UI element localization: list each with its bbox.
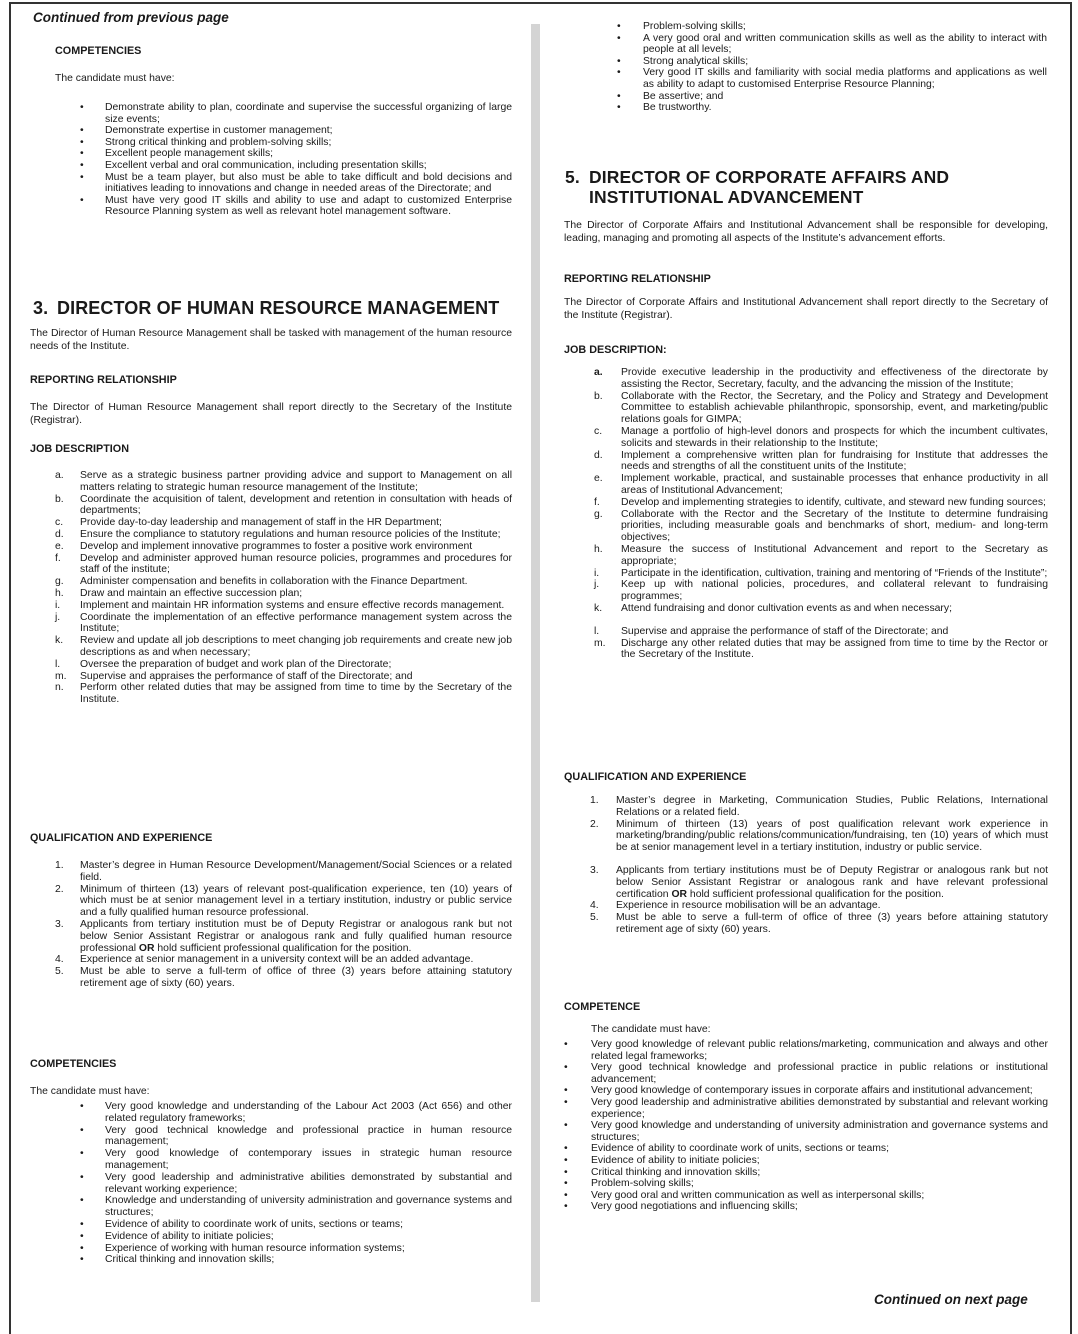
list-item-text: Implement workable, practical, and sustainable processes that enhance productivity in all areas of Institutional Advancement;	[621, 473, 1048, 496]
list-item	[55, 612, 512, 636]
list-item-text: Provide day-to-day leadership and management of staff in the HR Department;	[80, 517, 442, 529]
section-5-comp-heading: COMPETENCE	[564, 1001, 641, 1013]
list-item-text: Develop and implementing strategies to identify, cultivate, and steward new funding sources;	[621, 496, 1046, 508]
list-marker: m.	[55, 670, 67, 682]
list-item	[564, 1120, 1048, 1143]
list-item	[55, 659, 512, 671]
bullet-icon: •	[80, 1101, 84, 1112]
list-item-text: Master’s degree in Marketing, Communication Studies, Public Relations, International Relations or a related field.	[616, 795, 1048, 818]
list-item-text: Knowledge and understanding of university administration and governance systems and structures;	[105, 1195, 512, 1219]
list-marker: b.	[55, 493, 64, 505]
list-item	[590, 819, 1048, 854]
section-5-title-line1: DIRECTOR OF CORPORATE AFFAIRS AND	[589, 167, 950, 187]
list-marker: 4.	[55, 954, 64, 966]
list-item-text: Very good knowledge of contemporary issues in corporate affairs and institutional advancement;	[591, 1085, 1033, 1097]
list-item-text: Discharge any other related duties that may be assigned from time to time by the Rector or the Secretary of the Institute.	[621, 637, 1048, 661]
list-marker: f.	[594, 496, 600, 508]
list-item	[594, 544, 1048, 568]
list-marker: e.	[594, 473, 603, 485]
list-item	[55, 576, 512, 588]
list-item	[564, 1097, 1048, 1120]
list-item-text: Administer compensation and benefits in collaboration with the Finance Department.	[80, 576, 468, 588]
list-item	[594, 497, 1048, 509]
list-item	[55, 635, 512, 659]
section-3-job-heading: JOB DESCRIPTION	[30, 443, 129, 455]
list-item	[564, 1143, 1048, 1155]
bold-or: OR	[138, 942, 155, 954]
list-item-text: Minimum of thirteen (13) years of post qualification relevant work experience in marketing/branding/public relations/communication/fundraising, ten (10) years of which must be at senior management level in a tertiary institution, industry or public service.	[616, 818, 1048, 854]
list-marker: g.	[594, 508, 603, 520]
list-item-text: Strong critical thinking and problem-solving skills;	[105, 136, 332, 148]
list-item-text: Problem-solving skills;	[591, 1178, 694, 1190]
list-item	[80, 1101, 512, 1125]
list-item-text: Very good oral and written communication as well as interpersonal skills;	[591, 1189, 925, 1201]
bullet-icon: •	[80, 148, 84, 160]
section-3-reporting-heading: REPORTING RELATIONSHIP	[30, 374, 177, 386]
list-item	[594, 626, 1048, 638]
list-marker: l.	[594, 625, 600, 637]
list-item	[594, 426, 1048, 450]
list-item-text: Strong analytical skills;	[643, 55, 749, 67]
list-item	[80, 1125, 512, 1149]
list-item-text: Must have very good IT skills and ability to use and adapt to customized Enterprise Resource Planning system as well as relevant hotel management software.	[105, 194, 512, 218]
list-item-text: Collaborate with the Rector and the Secretary of the Institute to determine fundraising priorities, including measurable goals and benchmarks of short, medium- and long-term objectives;	[621, 508, 1048, 544]
bullet-icon: •	[80, 171, 84, 183]
list-marker: l.	[55, 658, 61, 670]
list-item-text: Very good knowledge of relevant public relations/marketing, communication and always and other related legal frameworks;	[591, 1039, 1048, 1062]
list-item-text: Very good technical knowledge and professional practice in public relations or institutional advancement;	[591, 1062, 1048, 1085]
bullet-icon: •	[80, 125, 84, 137]
list-marker: j.	[594, 579, 600, 591]
list-item	[80, 1254, 512, 1266]
list-item-text: Be assertive; and	[643, 90, 724, 102]
competencies-intro: The candidate must have:	[55, 73, 175, 84]
list-item	[55, 954, 512, 966]
bullet-icon: •	[80, 102, 84, 113]
list-item	[617, 91, 1047, 103]
list-item	[55, 600, 512, 612]
list-item-text	[616, 865, 1048, 900]
list-marker: 4.	[590, 900, 599, 912]
list-item-text: Experience of working with human resource information systems;	[105, 1242, 405, 1254]
list-item-text: Oversee the preparation of budget and work plan of the Directorate;	[80, 658, 392, 670]
competencies-list	[80, 102, 512, 218]
list-item-text: Critical thinking and innovation skills;	[105, 1254, 275, 1266]
bullet-icon: •	[80, 194, 84, 206]
section-5-qual-list	[590, 795, 1048, 936]
list-item-text: Perform other related duties that may be assigned from time to time by the Secretary of the Institute.	[80, 682, 512, 706]
list-item	[594, 473, 1048, 497]
list-item-text: Excellent people management skills;	[105, 148, 274, 160]
section-3-comp-list	[80, 1101, 512, 1266]
bullet-icon: •	[564, 1039, 568, 1050]
list-item-text: Demonstrate ability to plan, coordinate and supervise the successful organizing of large size events;	[105, 102, 512, 125]
list-item	[590, 900, 1048, 912]
list-item-text: Supervise and appraises the performance of staff of the Directorate; and	[80, 670, 413, 682]
list-marker: 3.	[55, 918, 64, 930]
bullet-icon: •	[564, 1085, 568, 1097]
list-item	[55, 553, 512, 577]
list-item-text: Manage a portfolio of high-level donors and prospects for which the incumbent cultivates, solicits and stewards in their relationship to the Institute;	[621, 425, 1048, 449]
section-5-qual-heading: QUALIFICATION AND EXPERIENCE	[564, 771, 747, 783]
list-item-text: Master’s degree in Human Resource Development/Management/Social Sciences or a related field.	[80, 860, 512, 883]
list-item-text: Excellent verbal and oral communication, including presentation skills;	[105, 159, 427, 171]
list-item	[55, 966, 512, 990]
list-item-text: Be trustworthy.	[643, 102, 712, 114]
list-item	[594, 638, 1048, 662]
bullet-icon: •	[617, 102, 621, 114]
list-item	[80, 172, 512, 195]
section-5-job-heading: JOB DESCRIPTION:	[564, 344, 667, 356]
list-marker: 5.	[590, 912, 599, 924]
bullet-icon: •	[80, 1242, 84, 1254]
list-item-text: Draw and maintain an effective succession plan;	[80, 587, 303, 599]
section-3-title	[33, 298, 499, 318]
list-marker: c.	[594, 425, 603, 437]
list-item-text: Very good knowledge of contemporary issues in strategic human resource management;	[105, 1148, 512, 1171]
list-item	[55, 470, 512, 494]
bullet-icon: •	[564, 1201, 568, 1213]
section-5-number: 5.	[565, 167, 580, 187]
list-marker: h.	[594, 543, 603, 555]
list-item	[55, 682, 512, 706]
list-item-text: Coordinate the acquisition of talent, development and retention in consultation with heads of departments;	[80, 493, 512, 517]
list-item-text: Demonstrate expertise in customer management;	[105, 125, 333, 137]
bold-or: OR	[671, 888, 688, 900]
list-item-text: Experience at senior management in a university context will be an added advantage.	[80, 954, 474, 966]
list-item-text: Very good knowledge and understanding of university administration and governance systems and structures;	[591, 1120, 1048, 1143]
list-item-text: Implement a comprehensive written plan for fundraising for Institute that addresses the needs and strengths of all the constituent units of the Institute;	[621, 449, 1048, 473]
prev-competencies-list	[617, 21, 1047, 114]
bullet-icon: •	[617, 55, 621, 67]
list-item	[80, 1195, 512, 1219]
list-marker: 2.	[55, 883, 64, 895]
list-marker: a.	[594, 367, 603, 378]
list-item	[55, 494, 512, 518]
section-3-intro: The Director of Human Resource Management shall be tasked with management of the human resource needs of the Institute.	[30, 328, 512, 352]
section-5-reporting-text: The Director of Corporate Affairs and Institutional Advancement shall report directly to the Secretary of the Institute (Registrar).	[564, 297, 1048, 321]
column-divider	[531, 24, 540, 1302]
list-item	[617, 56, 1047, 68]
list-item-text: Review and update all job descriptions to meet changing job requirements and create new job descriptions as and when necessary;	[80, 635, 512, 658]
list-item-text: Experience in resource mobilisation will be an advantage.	[616, 900, 881, 912]
competencies-heading: COMPETENCIES	[55, 45, 142, 57]
list-item	[80, 1172, 512, 1196]
list-marker: 1.	[55, 860, 64, 871]
text-segment: hold sufficient professional qualification for the position.	[154, 942, 412, 954]
list-item	[80, 102, 512, 125]
list-item	[55, 919, 512, 954]
list-item	[80, 137, 512, 149]
list-item-text: Problem-solving skills;	[643, 21, 746, 32]
list-item	[55, 529, 512, 541]
list-marker: n.	[55, 682, 64, 694]
bullet-icon: •	[80, 1171, 84, 1183]
text-segment: Applicants from tertiary institution must be of Deputy Registrar or analogous rank but not below Senior Assistant Registrar or analogous rank and fully qualified human resource professional	[80, 918, 512, 954]
list-item	[564, 1155, 1048, 1167]
list-item-text: Measure the success of Institutional Advancement and report to the Secretary as appropriate;	[621, 543, 1048, 567]
list-item-text: Minimum of thirteen (13) years of relevant post-qualification experience, ten (10) years of which must be at senior management level in a tertiary institution, industry or public service and a fully qualified human resource professional.	[80, 883, 512, 919]
list-item-text: A very good oral and written communication skills as well as the ability to interact with people at all levels;	[643, 32, 1047, 56]
bullet-icon: •	[564, 1096, 568, 1108]
list-item	[564, 1167, 1048, 1179]
list-item	[80, 1231, 512, 1243]
list-item-text: Collaborate with the Rector, the Secretary, and the Policy and Strategy and Development Committee to establish achievable philanthropic, sponsorship, event, and marketing/public relations goals for GIMPA;	[621, 390, 1048, 426]
list-item-text: Participate in the identification, cultivation, training and mentoring of “Friends of the Institute”;	[621, 567, 1048, 579]
list-marker: 2.	[590, 818, 599, 830]
list-marker: k.	[594, 602, 603, 614]
list-marker: 5.	[55, 966, 64, 978]
list-item	[594, 603, 1048, 615]
section-5-comp-intro: The candidate must have:	[591, 1024, 711, 1035]
bullet-icon: •	[564, 1120, 568, 1132]
bullet-icon: •	[80, 1230, 84, 1242]
list-item-text: Ensure the compliance to statutory regulations and human resource policies of the Institute;	[80, 528, 501, 540]
list-item	[564, 1062, 1048, 1085]
list-item-text: Very good technical knowledge and professional practice in human resource management;	[105, 1124, 512, 1148]
text-segment: Applicants from tertiary institutions must be of Deputy Registrar or analogous rank but not below Senior Assistant Registrar or analogous rank and have relevant professional certification	[616, 864, 1048, 900]
bullet-icon: •	[564, 1062, 568, 1074]
list-item-text	[80, 919, 512, 954]
list-item-text: Supervise and appraise the performance of staff of the Directorate; and	[621, 625, 949, 637]
list-marker: e.	[55, 540, 64, 552]
list-item	[564, 1201, 1048, 1213]
list-item	[564, 1190, 1048, 1202]
list-item	[594, 450, 1048, 474]
text-segment: hold sufficient professional qualification for the position.	[687, 888, 944, 900]
list-item-text: Coordinate the implementation of an effective performance management system across the Institute;	[80, 611, 512, 635]
list-item-text: Very good leadership and administrative abilities demonstrated by substantial and relevant working experience;	[591, 1096, 1048, 1120]
list-marker: m.	[594, 637, 606, 649]
list-item	[564, 1039, 1048, 1062]
section-3-qual-heading: QUALIFICATION AND EXPERIENCE	[30, 832, 213, 844]
list-item	[594, 391, 1048, 426]
list-item-text: Critical thinking and innovation skills;	[591, 1166, 761, 1178]
section-5-job-list	[594, 367, 1048, 661]
bullet-icon: •	[80, 1218, 84, 1230]
list-item	[80, 1148, 512, 1172]
list-item-text: Serve as a strategic business partner providing advice and support to Management on all matters relating to strategic human resource management of the Institute;	[80, 470, 512, 493]
section-3-comp-intro: The candidate must have:	[30, 1086, 150, 1097]
list-item	[55, 860, 512, 884]
section-3-job-list	[55, 470, 512, 706]
bullet-icon: •	[617, 67, 621, 79]
list-marker: a.	[55, 470, 64, 481]
list-item-text: Must be able to serve a full-term of office of three (3) years before attaining statutory retirement age of sixty (60) years.	[80, 966, 512, 989]
bullet-icon: •	[564, 1143, 568, 1155]
list-item	[594, 579, 1048, 603]
list-item	[617, 33, 1047, 56]
list-item	[80, 1219, 512, 1231]
list-item	[594, 367, 1048, 391]
bullet-icon: •	[564, 1154, 568, 1166]
list-item-text: Very good leadership and administrative abilities demonstrated by substantial and relevant working experience;	[105, 1171, 512, 1195]
bullet-icon: •	[80, 1124, 84, 1136]
list-item-text: Very good negotiations and influencing skills;	[591, 1201, 798, 1213]
list-item-text: Evidence of ability to coordinate work of units, sections or teams;	[591, 1143, 890, 1155]
section-5-comp-list	[564, 1039, 1048, 1213]
list-item-text: Must be a team player, but also must be able to take difficult and bold decisions and initiatives leading to innovations and change in needed areas of the Directorate; and	[105, 171, 512, 195]
list-marker: g.	[55, 576, 64, 588]
list-item-text: Keep up with national policies, procedures, and collateral relevant to fundraising programmes;	[621, 579, 1048, 603]
list-marker: c.	[55, 517, 64, 529]
bullet-icon: •	[617, 90, 621, 102]
section-5-title	[565, 167, 949, 207]
list-item	[594, 568, 1048, 580]
list-marker: f.	[55, 552, 61, 564]
bullet-icon: •	[564, 1166, 568, 1178]
list-item-text: Provide executive leadership in the productivity and effectiveness of the directorate by assisting the Rector, Secretary, faculty, and the advancing the mission of the Institute;	[621, 367, 1048, 390]
bullet-icon: •	[80, 1254, 84, 1266]
list-item-text: Must be able to serve a full-term of office of three (3) years before attaining statutory retirement age of sixty (60) years.	[616, 912, 1048, 935]
bullet-icon: •	[80, 159, 84, 171]
continued-on-label: Continued on next page	[874, 1292, 1028, 1307]
section-5-title-line2: INSTITUTIONAL ADVANCEMENT	[589, 187, 864, 207]
bullet-icon: •	[80, 1195, 84, 1207]
section-5-reporting-heading: REPORTING RELATIONSHIP	[564, 273, 711, 285]
list-item-text: Very good IT skills and familiarity with social media platforms and applications as well as ability to adapt to customised Enterprise Resource Planning;	[643, 67, 1047, 90]
list-marker: k.	[55, 635, 64, 647]
list-marker: 1.	[590, 795, 599, 806]
list-item	[617, 102, 1047, 114]
list-item	[55, 884, 512, 919]
list-marker: h.	[55, 587, 64, 599]
list-marker: i.	[55, 599, 61, 611]
bullet-icon: •	[617, 32, 621, 44]
list-marker: 3.	[590, 864, 599, 876]
list-item-text: Evidence of ability to initiate policies;	[105, 1230, 274, 1242]
list-item	[590, 865, 1048, 900]
bullet-icon: •	[564, 1178, 568, 1190]
list-item-text: Attend fundraising and donor cultivation events as and when necessary;	[621, 602, 952, 614]
list-item-text: Evidence of ability to initiate policies;	[591, 1154, 760, 1166]
bullet-icon: •	[564, 1189, 568, 1201]
list-item	[80, 160, 512, 172]
list-marker: i.	[594, 567, 600, 579]
list-item	[617, 21, 1047, 33]
list-item	[564, 1178, 1048, 1190]
list-item-text: Implement and maintain HR information systems and ensure effective records management.	[80, 599, 505, 611]
list-item	[617, 67, 1047, 90]
list-item-text: Develop and administer approved human resource policies, programmes and procedures for staff of the institute;	[80, 552, 512, 576]
list-item	[80, 148, 512, 160]
list-item	[55, 588, 512, 600]
section-3-number: 3.	[33, 298, 49, 318]
list-item	[594, 509, 1048, 544]
bullet-icon: •	[617, 21, 621, 32]
list-item	[55, 671, 512, 683]
list-item	[55, 517, 512, 529]
continued-from-label: Continued from previous page	[33, 10, 229, 25]
list-marker: d.	[594, 449, 603, 461]
list-item	[80, 125, 512, 137]
section-3-qual-list	[55, 860, 512, 990]
section-5-intro: The Director of Corporate Affairs and Institutional Advancement shall be responsible for developing, leading, managing and promoting all aspects of the Institute’s advancement efforts.	[564, 220, 1048, 244]
list-item	[590, 912, 1048, 936]
list-marker: b.	[594, 390, 603, 402]
bullet-icon: •	[80, 1148, 84, 1160]
bullet-icon: •	[80, 136, 84, 148]
section-3-comp-heading: COMPETENCIES	[30, 1058, 117, 1070]
section-3-reporting-text: The Director of Human Resource Management shall report directly to the Secretary of the Institute (Registrar).	[30, 402, 512, 426]
list-item	[564, 1085, 1048, 1097]
list-item-text: Very good knowledge and understanding of the Labour Act 2003 (Act 656) and other related regulatory frameworks;	[105, 1101, 512, 1124]
list-marker: d.	[55, 528, 64, 540]
list-item	[55, 541, 512, 553]
list-item	[590, 795, 1048, 819]
list-item	[80, 1243, 512, 1255]
list-item-text: Evidence of ability to coordinate work of units, sections or teams;	[105, 1218, 404, 1230]
list-item-text: Develop and implement innovative programmes to foster a positive work environment	[80, 540, 473, 552]
section-3-title-text: DIRECTOR OF HUMAN RESOURCE MANAGEMENT	[57, 298, 500, 318]
list-item	[80, 195, 512, 218]
list-marker: j.	[55, 611, 61, 623]
